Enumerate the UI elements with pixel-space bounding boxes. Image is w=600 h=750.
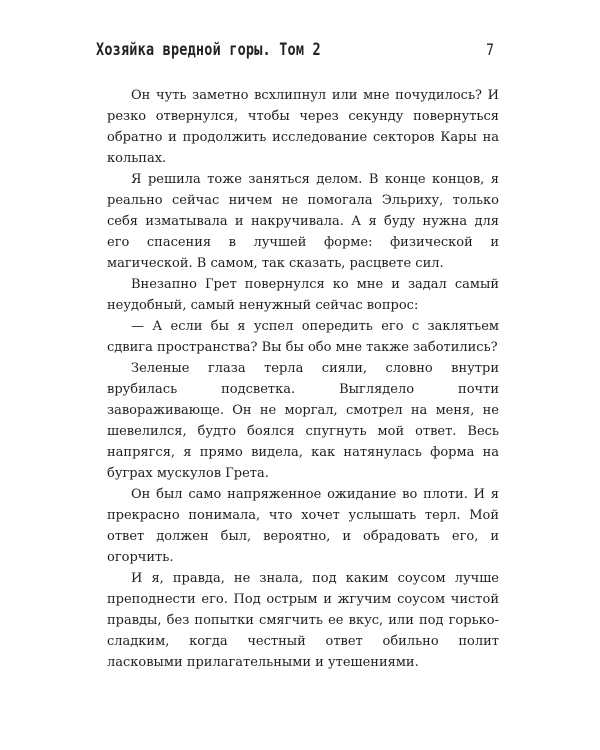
paragraph: И я, правда, не знала, под каким соусом лучше преподнести его. Под острым и жгучим соусом чистой правды, без попытки смягчить ее вкус, или под горько-сладким, когда честный ответ обильно полит ласковыми прилагательными и утешениями. bbox=[107, 571, 499, 670]
paragraph: Зеленые глаза терла сияли, словно внутри врубилась подсветка. Выглядело почти завораживающе. Он не моргал, смотрел на меня, не шевелился, будто боялся спугнуть мой ответ. Весь напрягся, я прямо видела, как натянулась форма на буграх мускулов Грета. bbox=[107, 361, 499, 481]
paragraph: Внезапно Грет повернулся ко мне и задал самый неудобный, самый ненужный сейчас вопрос: bbox=[107, 277, 499, 313]
paragraph: Он чуть заметно всхлипнул или мне почудилось? И резко отвернулся, чтобы через секунду повернуться обратно и продолжить исследование секторов Кары на кольпах. bbox=[107, 88, 499, 166]
book-title: Хозяйка вредной горы. Том 2 bbox=[96, 40, 321, 60]
paragraph: Он был само напряженное ожидание во плоти. И я прекрасно понимала, что хочет услышать терл. Мой ответ должен был, вероятно, и обрадовать его, и огорчить. bbox=[107, 487, 499, 565]
paragraph: Я решила тоже заняться делом. В конце концов, я реально сейчас ничем не помогала Эльриху, только себя изматывала и накручивала. А я буду нужна для его спасения в лучшей форме: физической и магической. В самом, так сказать, расцвете сил. bbox=[107, 172, 499, 271]
body-text bbox=[107, 85, 499, 673]
running-head bbox=[96, 40, 494, 70]
page-number: 7 bbox=[486, 41, 494, 60]
dialogue-paragraph: — А если бы я успел опередить его с заклятьем сдвига пространства? Вы бы обо мне также заботились? bbox=[107, 319, 499, 355]
